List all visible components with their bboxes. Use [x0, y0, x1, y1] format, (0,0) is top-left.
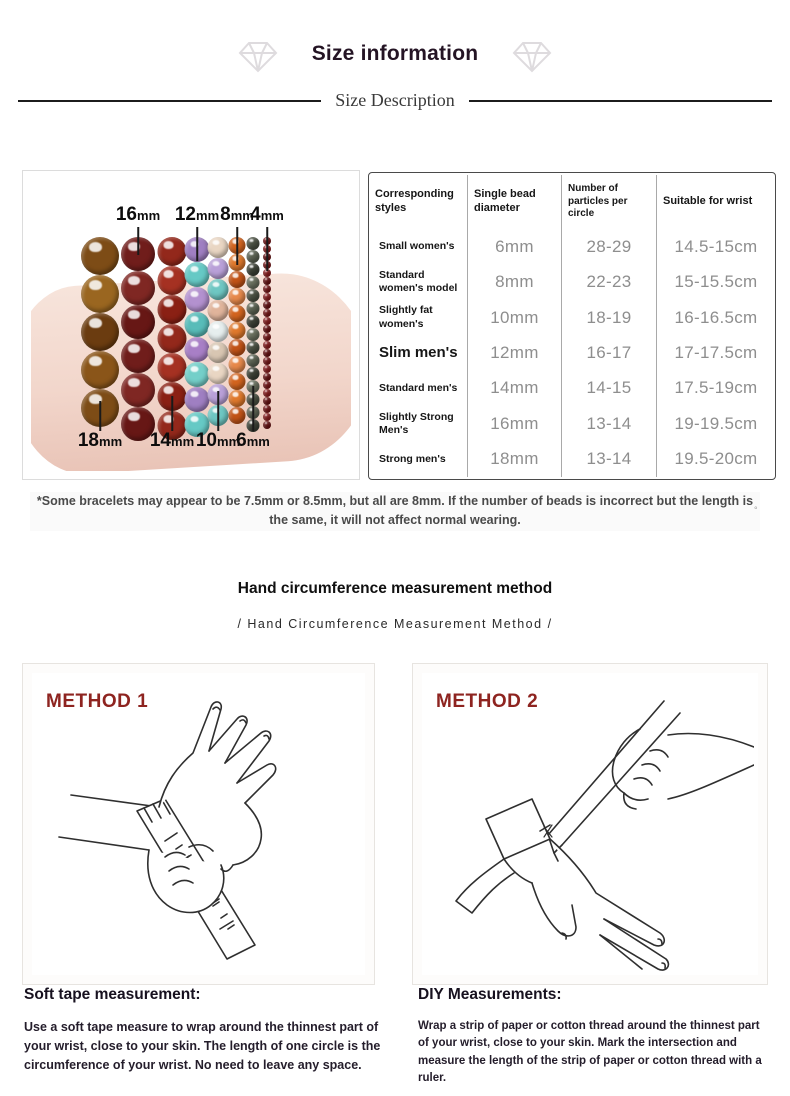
column-header-particles: Number of particles per circle [561, 175, 656, 229]
row-wrist-size: 15-15.5cm [656, 264, 775, 299]
bead [121, 339, 155, 373]
label-pointer-line [137, 227, 139, 255]
row-style-label: Small women's [379, 240, 455, 253]
bead [263, 309, 271, 317]
bracelet-photo [31, 179, 351, 471]
method-2-illustration-area [422, 673, 758, 975]
diy-instruction [418, 986, 772, 1087]
bead [81, 275, 119, 313]
row-bead-diameter: 12mm [467, 335, 561, 370]
bead [263, 349, 271, 357]
page-title: Size information [311, 42, 479, 65]
column-header-wrist: Suitable for wrist [656, 175, 775, 229]
soft-tape-measure-illustration [41, 687, 361, 973]
label-pointer-line [266, 227, 268, 271]
bead [263, 397, 271, 405]
bead [81, 237, 119, 275]
bead [185, 312, 210, 337]
size-table [368, 172, 776, 480]
row-wrist-size: 17.5-19cm [656, 371, 775, 406]
bead [158, 353, 187, 382]
bead [229, 305, 246, 322]
bead [229, 288, 246, 305]
row-bead-diameter: 6mm [467, 229, 561, 264]
bead [247, 354, 260, 367]
bead [121, 271, 155, 305]
bead [229, 373, 246, 390]
page-subtitle: Size Description [335, 90, 455, 110]
row-style-label: Slim men's [379, 343, 458, 361]
bead [263, 365, 271, 373]
row-wrist-size: 19-19.5cm [656, 406, 775, 441]
bead [247, 237, 260, 250]
bead [263, 405, 271, 413]
bead [158, 266, 187, 295]
row-particle-count: 18-19 [561, 300, 656, 335]
bead [247, 276, 260, 289]
bead [247, 341, 260, 354]
row-bead-diameter: 10mm [467, 300, 561, 335]
bead-size-label: 8mm [220, 204, 254, 225]
bead [263, 333, 271, 341]
diy-heading: DIY Measurements: [418, 986, 562, 1003]
bead [247, 250, 260, 263]
bead [229, 356, 246, 373]
method-2-label: METHOD 2 [436, 691, 539, 712]
bead [263, 373, 271, 381]
label-pointer-line [252, 386, 254, 431]
bead [185, 262, 210, 287]
section-divider [18, 90, 772, 111]
bead [208, 321, 229, 342]
row-style-label: Standard women's model [379, 269, 458, 295]
bead-size-label: 10mm [195, 430, 241, 451]
bead [229, 390, 246, 407]
row-particle-count: 13-14 [561, 442, 656, 477]
bead [158, 237, 187, 266]
bead [247, 315, 260, 328]
bead [247, 263, 260, 276]
row-bead-diameter: 8mm [467, 264, 561, 299]
bead [208, 363, 229, 384]
method-2-box [412, 663, 768, 985]
bead [247, 328, 260, 341]
bead-size-label: 6mm [236, 430, 270, 451]
bead [208, 258, 229, 279]
column-header-styles: Corresponding styles [375, 188, 454, 214]
bead [263, 421, 271, 429]
bead-size-label: 4mm [250, 204, 284, 225]
bead [158, 324, 187, 353]
bead-size-label: 18mm [77, 430, 123, 451]
row-wrist-size: 14.5-15cm [656, 229, 775, 264]
degree-mark: ° [754, 505, 758, 515]
bead [263, 325, 271, 333]
bead [208, 279, 229, 300]
bead [247, 302, 260, 315]
bead [229, 271, 246, 288]
size-note: *Some bracelets may appear to be 7.5mm or 8.5mm, but all are 8mm. If the number of beads is incorrect but the length is the same, it will not affect normal wearing. [30, 492, 760, 531]
bead [208, 237, 229, 258]
bead [263, 317, 271, 325]
measurement-section-heading: Hand circumference measurement method [237, 580, 553, 597]
diamond-icon [511, 40, 553, 74]
row-wrist-size: 16-16.5cm [656, 300, 775, 335]
bead [185, 337, 210, 362]
soft-tape-body: Use a soft tape measure to wrap around the thinnest part of your wrist, close to your skin. The length of one circle is the circumference of your wrist. No need to leave any space. [24, 1020, 381, 1072]
row-wrist-size: 19.5-20cm [656, 442, 775, 477]
amethyst-amazonite-bracelet [185, 237, 210, 437]
label-pointer-line [171, 396, 173, 431]
bead [263, 293, 271, 301]
method-1-box [22, 663, 375, 985]
row-particle-count: 13-14 [561, 406, 656, 441]
label-pointer-line [99, 401, 101, 431]
bracelet-photo-box [22, 170, 360, 480]
soft-tape-heading: Soft tape measurement: [24, 986, 201, 1003]
bead [81, 351, 119, 389]
bead [158, 295, 187, 324]
row-style-label: Slightly Strong Men's [379, 410, 454, 436]
row-particle-count: 28-29 [561, 229, 656, 264]
bead-size-label: 12mm [174, 204, 220, 225]
dark-red-agate-bracelet [121, 237, 155, 441]
bead-size-label: 14mm [149, 430, 195, 451]
method-1-illustration-area [32, 673, 365, 975]
bead [229, 339, 246, 356]
bead [208, 300, 229, 321]
measurement-section-subheading: / Hand Circumference Measurement Method / [237, 617, 553, 631]
label-pointer-line [196, 227, 198, 261]
divider-line [18, 100, 321, 102]
row-wrist-size: 17-17.5cm [656, 335, 775, 370]
bead [229, 407, 246, 424]
label-pointer-line [236, 227, 238, 265]
row-bead-diameter: 18mm [467, 442, 561, 477]
label-pointer-line [217, 391, 219, 431]
row-style-label: Slightly fat women's [379, 304, 433, 330]
bead [263, 381, 271, 389]
row-style-label: Standard men's [379, 381, 458, 394]
bead [263, 341, 271, 349]
pen-marking-illustration [428, 687, 754, 973]
method-1-label: METHOD 1 [46, 691, 149, 712]
tiger-eye-bracelet [81, 237, 119, 427]
bead [185, 287, 210, 312]
bead [229, 322, 246, 339]
bead [247, 289, 260, 302]
bead [208, 342, 229, 363]
bead-size-label: 16mm [115, 204, 161, 225]
row-bead-diameter: 16mm [467, 406, 561, 441]
row-particle-count: 14-15 [561, 371, 656, 406]
bead [263, 301, 271, 309]
row-particle-count: 22-23 [561, 264, 656, 299]
bead [81, 313, 119, 351]
bead [185, 387, 210, 412]
bead [263, 413, 271, 421]
orange-agate-bracelet [229, 237, 246, 424]
row-style-label: Strong men's [379, 452, 446, 465]
bead [263, 277, 271, 285]
row-bead-diameter: 14mm [467, 371, 561, 406]
bead [247, 367, 260, 380]
bead [263, 357, 271, 365]
bead [185, 362, 210, 387]
diy-body: Wrap a strip of paper or cotton thread around the thinnest part of your wrist, close to your skin. Mark the intersection and measure the length of the strip of paper or cotton thread with a ruler. [418, 1020, 762, 1084]
column-header-diameter: Single bead diameter [467, 175, 561, 229]
row-particle-count: 16-17 [561, 335, 656, 370]
soft-tape-instruction [24, 986, 398, 1074]
bead [121, 373, 155, 407]
bead [121, 305, 155, 339]
divider-line [469, 100, 772, 102]
bead [263, 389, 271, 397]
bead [263, 285, 271, 293]
